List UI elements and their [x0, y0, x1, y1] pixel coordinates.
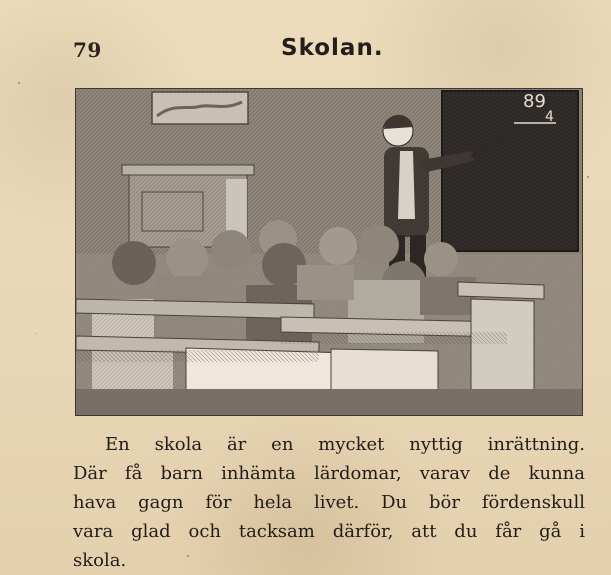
paper-speck	[187, 555, 189, 557]
page-title: Skolan.	[281, 35, 384, 61]
blackboard	[442, 91, 578, 251]
wall-picture	[152, 92, 248, 124]
classroom-scene	[76, 89, 582, 415]
paragraph-line-4: vara glad och tacksam därför, att du får gå i	[73, 521, 585, 542]
classroom-illustration	[75, 88, 583, 416]
blackboard-bottom-number: 4	[545, 109, 554, 125]
paper-speck	[36, 333, 37, 334]
paragraph-line-2: Där få barn inhämta lärdomar, varav de kunna	[73, 463, 585, 484]
paper-speck	[18, 82, 20, 84]
blackboard-top-number: 89	[523, 91, 546, 112]
paragraph-line-3: hava gagn för hela livet. Du bör fördenskull	[73, 492, 585, 513]
page-number: 79	[73, 38, 102, 62]
paper-speck	[587, 176, 589, 178]
body-paragraph	[73, 430, 585, 575]
paragraph-line-1: En skola är en mycket nyttig inrättning.	[105, 434, 585, 455]
paragraph-line-5: skola.	[73, 550, 127, 571]
